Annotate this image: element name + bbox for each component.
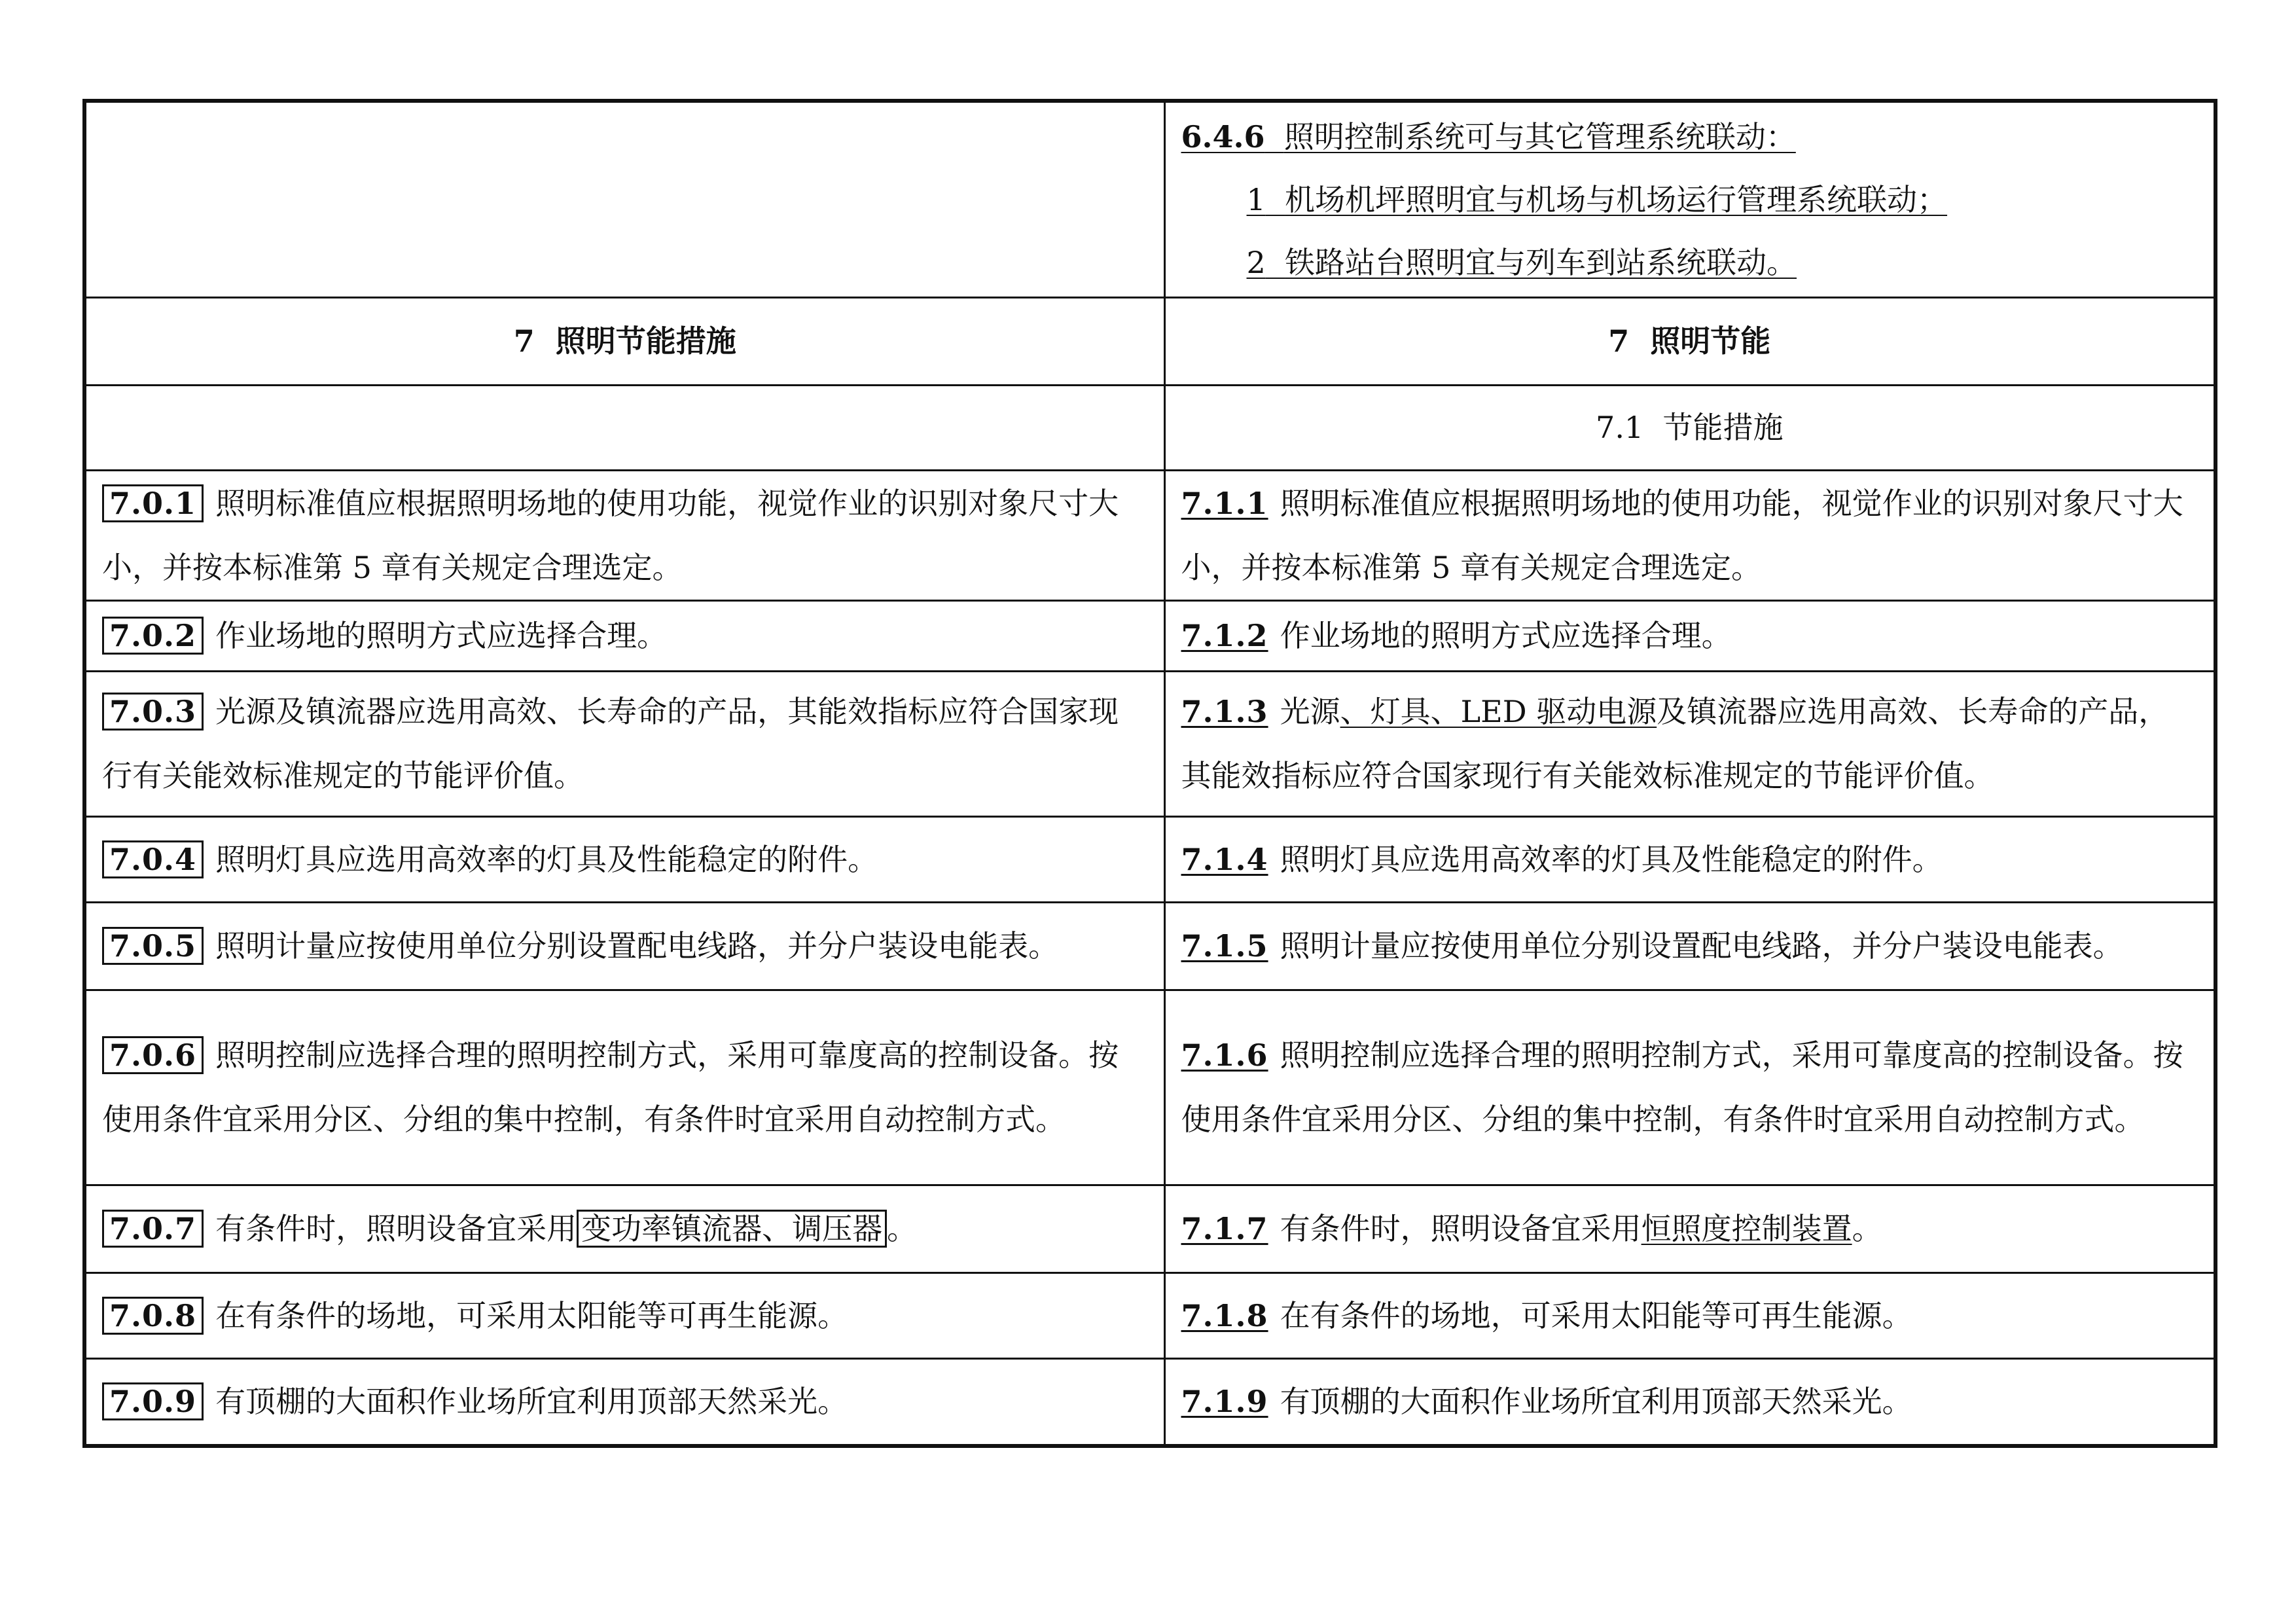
clause-text-pre: 光源 — [1280, 694, 1340, 729]
comparison-table — [82, 99, 2217, 1448]
left-clause-cell — [84, 671, 1164, 816]
chapter-title: 照明节能 — [1650, 323, 1771, 359]
right-clause-cell — [1164, 1272, 2215, 1358]
inserted-text: 、灯具、LED 驱动电源 — [1340, 694, 1657, 729]
table-row — [84, 101, 2215, 297]
clause-number: 7.0.1 — [102, 484, 204, 522]
clause-text-post: 。 — [887, 1211, 918, 1246]
right-clause-cell — [1164, 816, 2215, 902]
table-row — [84, 297, 2215, 385]
clause-text: 光源及镇流器应选用高效、长寿命的产品，其能效指标应符合国家现行有关能效标准规定的节能评价值。 — [102, 694, 1119, 793]
inserted-text — [1247, 182, 1948, 217]
right-clause-cell — [1164, 470, 2215, 600]
clause-text: 在有条件的场地，可采用太阳能等可再生能源。 — [215, 1297, 848, 1333]
right-clause-cell — [1164, 902, 2215, 990]
inserted-text — [1247, 245, 1797, 280]
table-row — [84, 1185, 2215, 1272]
item-number: 2 — [1246, 244, 1266, 280]
right-clause-cell — [1164, 990, 2215, 1185]
chapter-number: 7 — [513, 323, 535, 359]
table-row — [84, 1358, 2215, 1446]
clause-number: 7.1.7 — [1181, 1211, 1268, 1246]
table-row — [84, 816, 2215, 902]
left-clause-cell — [84, 990, 1164, 1185]
left-cell-empty — [84, 101, 1164, 297]
right-clause-cell — [1164, 1358, 2215, 1446]
clause-number: 7.1.8 — [1181, 1297, 1268, 1333]
table-row — [84, 600, 2215, 671]
clause-text-pre: 有条件时，照明设备宜采用 — [215, 1211, 577, 1246]
left-clause-cell — [84, 470, 1164, 600]
clause-text-post: 及镇流器应选用高效、长寿命的产品，其能效指标应符合国家现行有关能效标准规定的节能评价值。 — [1181, 694, 2169, 793]
clause-number: 7.0.7 — [102, 1210, 204, 1248]
table-row — [84, 385, 2215, 470]
clause-text: 作业场地的照明方式应选择合理。 — [215, 618, 668, 653]
clause-text: 照明控制应选择合理的照明控制方式，采用可靠度高的控制设备。按使用条件宜采用分区、分组的集中控制，有条件时宜采用自动控制方式。 — [1181, 1038, 2183, 1137]
clause-text: 照明计量应按使用单位分别设置配电线路，并分户装设电能表。 — [1280, 928, 2123, 964]
clause-number: 7.1.9 — [1181, 1384, 1268, 1420]
clause-text: 在有条件的场地，可采用太阳能等可再生能源。 — [1280, 1297, 1912, 1333]
left-chapter-heading — [84, 297, 1164, 385]
left-clause-cell — [84, 816, 1164, 902]
left-clause-cell — [84, 1358, 1164, 1446]
clause-text: 照明灯具应选用高效率的灯具及性能稳定的附件。 — [215, 841, 878, 877]
right-cell-clause-6-4-6 — [1164, 101, 2215, 297]
clause-text: 有顶棚的大面积作业场所宜利用顶部天然采光。 — [215, 1384, 848, 1420]
clause-text-pre: 有条件时，照明设备宜采用 — [1280, 1211, 1641, 1246]
clause-number: 7.1.5 — [1181, 928, 1268, 964]
inserted-text — [1181, 119, 1796, 154]
chapter-number: 7 — [1608, 323, 1630, 359]
section-number: 7.1 — [1596, 410, 1644, 445]
clause-text: 照明标准值应根据照明场地的使用功能，视觉作业的识别对象尺寸大小，并按本标准第 5 章有关规定合理选定。 — [1181, 485, 2183, 585]
clause-text: 作业场地的照明方式应选择合理。 — [1280, 618, 1732, 653]
left-clause-cell — [84, 1185, 1164, 1272]
clause-number: 7.1.6 — [1181, 1038, 1268, 1073]
clause-text: 照明控制应选择合理的照明控制方式，采用可靠度高的控制设备。按使用条件宜采用分区、分组的集中控制，有条件时宜采用自动控制方式。 — [102, 1038, 1119, 1137]
clause-text: 照明标准值应根据照明场地的使用功能，视觉作业的识别对象尺寸大小，并按本标准第 5 章有关规定合理选定。 — [102, 485, 1119, 585]
right-clause-cell — [1164, 671, 2215, 816]
right-section-heading — [1164, 385, 2215, 470]
clause-number: 7.0.2 — [102, 617, 204, 655]
clause-number: 7.1.4 — [1181, 841, 1268, 877]
list-item — [1181, 168, 2198, 231]
section-title: 节能措施 — [1662, 410, 1784, 445]
clause-text: 照明灯具应选用高效率的灯具及性能稳定的附件。 — [1280, 841, 1943, 877]
clause-number: 7.0.5 — [102, 927, 204, 965]
table-row — [84, 1272, 2215, 1358]
inserted-text: 恒照度控制装置 — [1641, 1211, 1852, 1246]
right-chapter-heading — [1164, 297, 2215, 385]
clause-text-post: 。 — [1852, 1211, 1882, 1246]
clause-number: 7.0.3 — [102, 693, 204, 731]
left-clause-cell — [84, 600, 1164, 671]
table-row — [84, 671, 2215, 816]
list-item — [1181, 231, 2198, 294]
clause-number: 7.1.3 — [1181, 694, 1268, 729]
table-row — [84, 902, 2215, 990]
clause-number: 7.0.8 — [102, 1297, 204, 1335]
clause-text: 照明控制系统可与其它管理系统联动： — [1283, 118, 1796, 154]
item-number: 1 — [1246, 181, 1266, 217]
left-clause-cell — [84, 1272, 1164, 1358]
clause-number: 7.0.6 — [102, 1036, 204, 1074]
chapter-title: 照明节能措施 — [555, 323, 736, 359]
clause-number: 7.1.1 — [1181, 485, 1268, 521]
clause-text: 有顶棚的大面积作业场所宜利用顶部天然采光。 — [1280, 1384, 1912, 1420]
item-text: 机场机坪照明宜与机场与机场运行管理系统联动； — [1285, 181, 1948, 217]
table-row — [84, 470, 2215, 600]
table-row — [84, 990, 2215, 1185]
clause-number: 7.0.9 — [102, 1382, 204, 1420]
clause-number: 6.4.6 — [1181, 118, 1265, 154]
clause-number: 7.1.2 — [1181, 618, 1268, 653]
right-clause-cell — [1164, 600, 2215, 671]
clause-text: 照明计量应按使用单位分别设置配电线路，并分户装设电能表。 — [215, 928, 1059, 964]
right-clause-cell — [1164, 1185, 2215, 1272]
deleted-text: 变功率镇流器、调压器 — [577, 1210, 887, 1248]
left-cell-empty — [84, 385, 1164, 470]
item-text: 铁路站台照明宜与列车到站系统联动。 — [1285, 244, 1797, 280]
clause-number: 7.0.4 — [102, 840, 204, 878]
left-clause-cell — [84, 902, 1164, 990]
